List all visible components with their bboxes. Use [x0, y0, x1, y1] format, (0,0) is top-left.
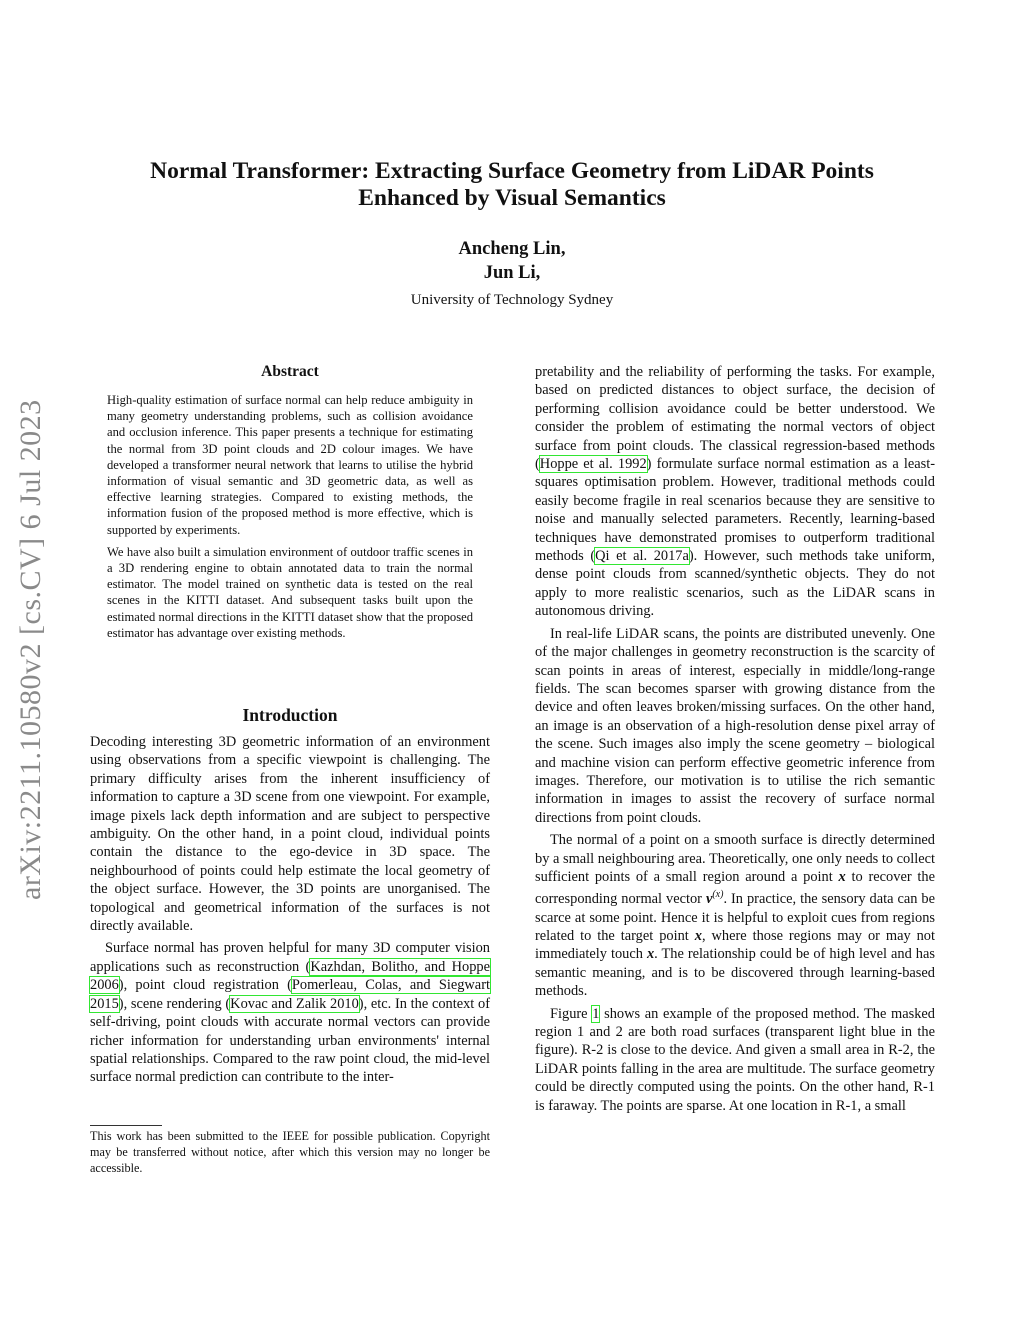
- text-run: , where those regions may or may not immediately touch: [535, 927, 935, 963]
- text-run: ), etc. In the context of self-driving, point clouds with accurate normal vectors can provide richer information for understanding urban environments' internal spatial relationships. Compared to the raw point cloud, the mid-level surface normal prediction can contribute to the inter-: [90, 995, 490, 1086]
- citation-authors: Kovac and Zalik: [230, 995, 327, 1012]
- intro-paragraph-1: Decoding interesting 3D geometric information of an environment using observations from a specific viewpoint is challenging. The primary difficulty arises from the inherent insufficiency of information to capture a 3D scene from one viewpoint. For example, image pixels lack depth information and are subject to perspective ambiguity. On the other hand, in a point cloud, individual points contain the distance to the ego-device in 3D space. The neighbourhood of points could help estimate the local geometry of the object surface. However, the 3D points are unorganised. The topological and geometrical information of the surfaces is not directly available.: [90, 734, 490, 935]
- abstract-paragraph-1: High-quality estimation of surface normal can help reduce ambiguity in many geometry understanding problems, such as collision avoidance and occlusion inference. This paper presents a technique for estimating the normal from 3D point clouds and 2D colour images. We have developed a transformer neural network that learns to utilise the hybrid information of visual semantic and 3D geometric data, as well as effective learning strategies. Compared to existing methods, the information fusion of the proposed method is more effective, which is supported by experiments.: [107, 393, 473, 537]
- intro-paragraph-3: In real-life LiDAR scans, the points are distributed unevenly. One of the major challenges in geometry reconstruction is the scarcity of scan points in areas of interest, especially in middle/long-range fields. The scan becomes sparser with growing distance from the device and often leaves broken/missing surfaces. On the other hand, an image is an observation of a high-resolution dense pixel array of the scene. Such images also imply the scene geometry – biological and machine vision can perform effective geometric inference from images. Therefore, our motivation is to utilise the rich semantic information in images to assist the recovery of surface normal directions from point clouds.: [535, 625, 935, 826]
- intro-paragraph-5: [535, 1005, 935, 1115]
- title-line-2: Enhanced by Visual Semantics: [358, 185, 666, 211]
- author-2: Jun Li,: [483, 263, 541, 283]
- abstract-body: [107, 392, 473, 647]
- text-run: . In practice, the sensory data can be scarce at some point. Hence it is helpful to exploit cues from regions related to the target point: [535, 891, 936, 944]
- math-symbol-x: x: [694, 927, 702, 944]
- author-1: Ancheng Lin,: [458, 239, 566, 259]
- arxiv-identifier: arXiv:2211.10580v2 [cs.CV] 6 Jul 2023: [14, 399, 47, 901]
- text-run: ), point cloud registration (: [118, 977, 292, 994]
- citation-authors: Kazhdan, Bolitho, and Hoppe: [310, 958, 490, 975]
- text-run: ). However, such methods take uniform, dense point clouds from scanned/synthetic objects. They do not apply to more realistic scenarios, such as the LiDAR scans in autonomous driving.: [535, 548, 936, 620]
- intro-paragraph-2-continued: [535, 363, 935, 621]
- right-column: [535, 363, 935, 1119]
- text-run: pretability and the reliability of performing the tasks. For example, based on predicted distances to object surface, the decision of performing collision avoidance could be better understood. We consider the problem of estimating the normal vectors of object surface from point clouds. The classical regression-based methods (: [535, 364, 935, 473]
- paper-title: [120, 158, 904, 212]
- intro-paragraph-4: [535, 831, 935, 1000]
- math-symbol-x: x: [838, 868, 846, 885]
- citation-link[interactable]: [230, 996, 359, 1012]
- citation-year: 2015: [90, 995, 119, 1012]
- citation-link[interactable]: [595, 548, 689, 564]
- author-list: [312, 237, 712, 285]
- citation-link[interactable]: [540, 456, 647, 472]
- text-run: to recover the corresponding normal vector: [535, 868, 935, 908]
- abstract-paragraph-2: We have also built a simulation environment of outdoor traffic scenes in a 3D rendering engine to obtain annotated data to train the normal estimator. The model trained on synthetic data is tested on the real scenes in the KITTI dataset. And subsequent tasks built upon the estimated normal directions in the KITTI dataset show that the proposed estimator has advantage over existing methods.: [107, 544, 473, 640]
- figure-reference-link[interactable]: 1: [592, 1005, 600, 1022]
- text-run: . The relationship could be of high level and has semantic meaning, and is to be discovered through learning-based methods.: [535, 946, 935, 1000]
- left-column: [90, 733, 490, 1091]
- affiliation: University of Technology Sydney: [410, 292, 614, 308]
- footnote-divider: [90, 1125, 162, 1126]
- math-symbol-x: x: [646, 946, 655, 963]
- citation-authors: Hoppe et al.: [539, 456, 613, 473]
- citation-year: 2017a: [653, 548, 689, 565]
- text-run: ), scene rendering (: [118, 995, 231, 1012]
- abstract-heading: Abstract: [261, 363, 319, 380]
- text-run: ) formulate surface normal estimation as a least-squares optimisation problem. However, traditional methods could easily become fragile in real scenarios because they are sensitive to noise and manually selected parameters. Recently, learning-based techniques have demonstrated promises to outperform traditional methods (: [535, 456, 935, 565]
- text-run: shows an example of the proposed method. The masked region 1 and 2 are both road surfaces (transparent light blue in the figure). R-2 is close to the device. And given a small area in R-2, the LiDAR points falling in the area are multitude. The surface geometry could be directly computed using the points. On the other hand, R-1 is faraway. The points are sparse. At one location in R-1, a small: [535, 1005, 935, 1114]
- text-run: Surface normal has proven helpful for many 3D computer vision applications such as reconstruction (: [90, 940, 490, 975]
- citation-authors: Pomerleau, Colas, and Siegwart: [291, 977, 490, 994]
- footnote: This work has been submitted to the IEEE for possible publication. Copyright may be transferred without notice, after which this version may no longer be accessible.: [90, 1129, 490, 1175]
- citation-year: 1992: [617, 456, 647, 473]
- intro-paragraph-2: [90, 939, 490, 1086]
- math-superscript: (x): [712, 889, 724, 901]
- title-line-1: Normal Transformer: Extracting Surface Geometry from LiDAR Points: [150, 158, 874, 184]
- math-symbol-v: v: [705, 891, 713, 908]
- introduction-heading: Introduction: [242, 705, 338, 725]
- citation-year: 2006: [90, 977, 119, 994]
- text-run: The normal of a point on a smooth surface is directly determined by a small neighbouring area. Theoretically, one only needs to collect sufficient points of a small region around a point: [535, 832, 936, 885]
- citation-year: 2010: [330, 995, 359, 1012]
- text-run: Figure: [550, 1005, 593, 1022]
- citation-authors: Qi et al.: [595, 548, 648, 565]
